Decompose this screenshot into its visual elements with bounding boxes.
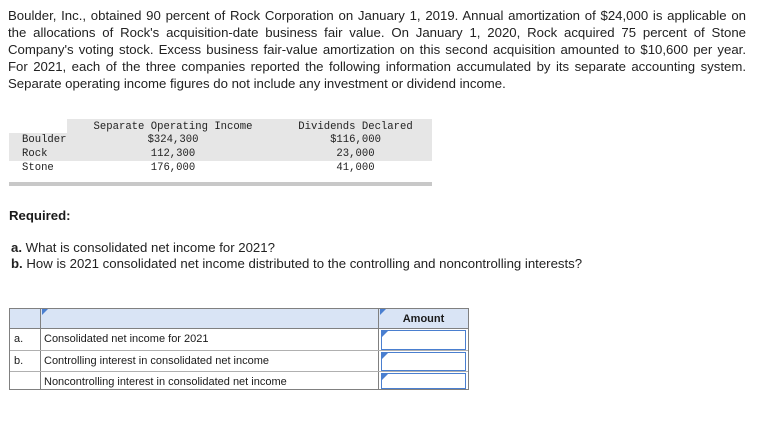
table-row <box>9 161 432 175</box>
answer-table <box>9 308 469 390</box>
table-header-row <box>9 119 432 133</box>
amount-cell <box>379 351 468 372</box>
question-b <box>11 256 582 271</box>
cell-corner-icon <box>382 353 388 359</box>
company-name: Stone <box>22 162 54 174</box>
consolidated-net-income-input[interactable] <box>381 330 466 350</box>
answer-row <box>10 329 468 351</box>
cell-corner-icon <box>382 331 388 337</box>
controlling-interest-input[interactable] <box>381 352 466 371</box>
required-heading: Required: <box>9 208 71 223</box>
company-name: Rock <box>22 148 48 160</box>
operating-income-value: 176,000 <box>150 162 196 174</box>
answer-row <box>10 371 468 390</box>
problem-statement: Boulder, Inc., obtained 90 percent of Rock Corporation on January 1, 2019. Annual amortization of $24,000 is applicable on the allocations of Rock's acquisition-date business fair value. On January 1, 2020, Rock acquired 75 percent of Stone Company's voting stock. Excess business fair-value amortization on this second acquisition amounted to $10,600 per year. For 2021, each of the three companies reported the following information accumulated by its separate accounting system. Separate operating income figures do not include any investment or dividend income. <box>8 8 746 91</box>
table-row <box>9 147 432 161</box>
company-data-table <box>9 119 432 175</box>
dividends-value: $116,000 <box>330 134 381 146</box>
question-a <box>11 240 275 255</box>
answer-header-letter-cell <box>10 309 41 328</box>
answer-row-label: Controlling interest in consolidated net income <box>41 351 379 372</box>
dividends-header: Dividends Declared <box>279 119 432 133</box>
cell-corner-icon <box>42 309 48 315</box>
answer-header-row <box>10 309 468 329</box>
cell-corner-icon <box>380 309 386 315</box>
company-name: Boulder <box>22 134 67 146</box>
noncontrolling-interest-input[interactable] <box>381 373 466 389</box>
answer-row-label: Noncontrolling interest in consolidated net income <box>41 372 379 390</box>
dividends-value: 23,000 <box>336 148 375 160</box>
operating-income-header: Separate Operating Income <box>67 119 279 133</box>
question-b-letter: b. <box>11 256 23 271</box>
answer-row <box>10 350 468 372</box>
answer-row-letter <box>10 372 41 390</box>
answer-row-letter: b. <box>10 351 41 372</box>
table-row <box>9 133 432 147</box>
amount-cell <box>379 329 468 351</box>
question-b-text: How is 2021 consolidated net income distributed to the controlling and noncontrolling interests? <box>26 256 583 271</box>
answer-row-letter: a. <box>10 329 41 351</box>
amount-header: Amount <box>402 313 445 325</box>
answer-header-label-cell <box>41 309 379 328</box>
question-a-letter: a. <box>11 240 22 255</box>
table-divider <box>9 182 432 186</box>
amount-cell <box>379 372 468 390</box>
operating-income-value: 112,300 <box>150 148 196 160</box>
operating-income-value: $324,300 <box>147 134 199 146</box>
company-header <box>9 119 67 133</box>
answer-row-label: Consolidated net income for 2021 <box>41 329 379 351</box>
question-a-text: What is consolidated net income for 2021? <box>25 240 275 255</box>
dividends-value: 41,000 <box>336 162 375 174</box>
cell-corner-icon <box>382 374 388 380</box>
